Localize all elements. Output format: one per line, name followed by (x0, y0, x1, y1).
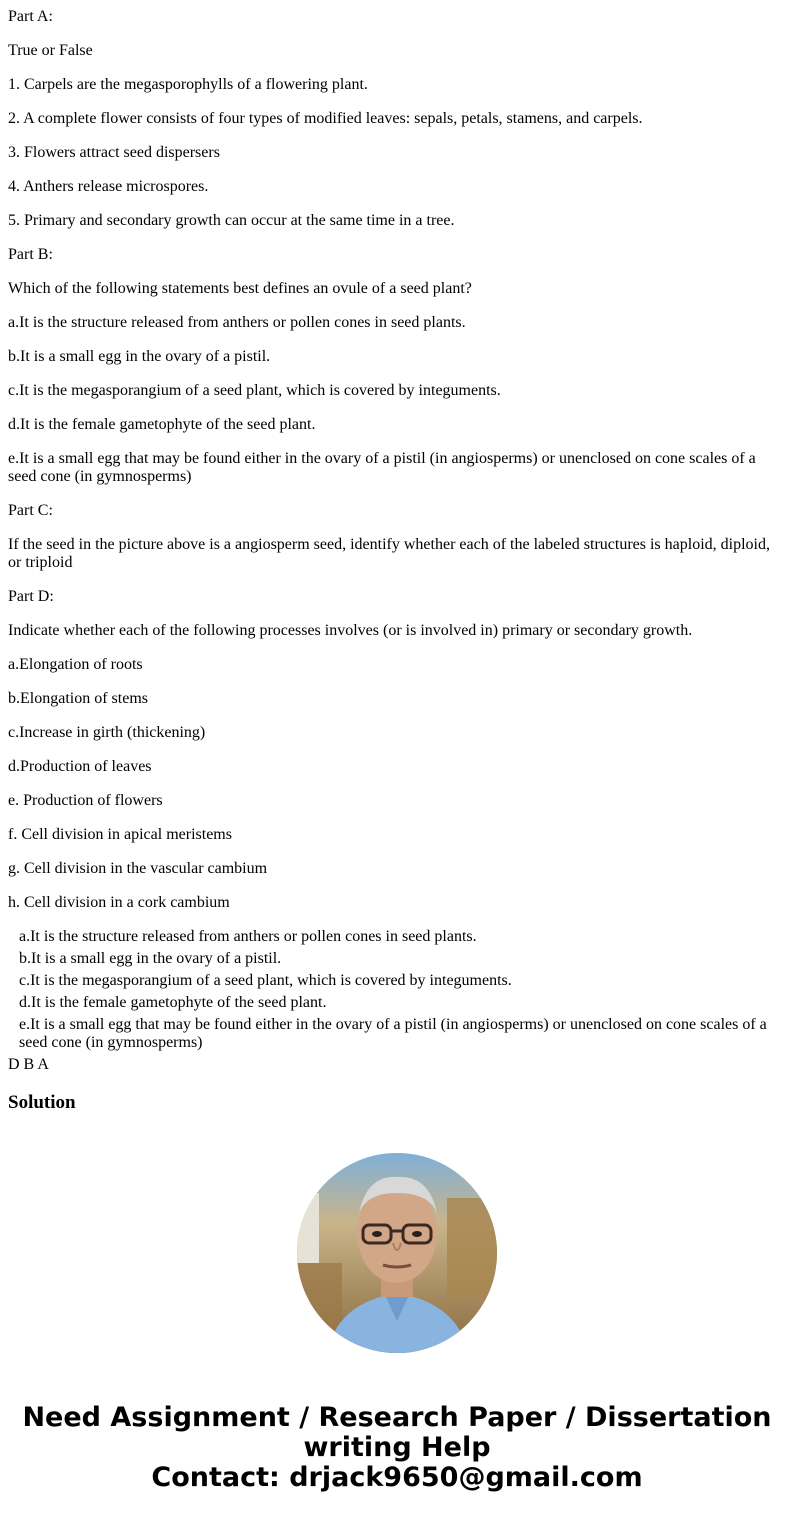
part-d-item: f. Cell division in apical meristems (8, 826, 232, 843)
avatar-portrait-image (297, 1153, 497, 1353)
part-a-item: 3. Flowers attract seed dispersers (8, 144, 220, 161)
answer-text: D B A (8, 1056, 49, 1073)
part-a-item: 4. Anthers release microspores. (8, 178, 209, 195)
author-avatar (297, 1153, 497, 1353)
part-a-item: 1. Carpels are the megasporophylls of a flowering plant. (8, 76, 368, 93)
list-item: b.It is a small egg in the ovary of a pistil. (19, 950, 282, 967)
part-a-subheading: True or False (8, 42, 93, 59)
part-d-heading: Part D: (8, 588, 54, 605)
list-item: d.It is the female gametophyte of the seed plant. (19, 994, 327, 1011)
part-d-item: a.Elongation of roots (8, 656, 143, 673)
part-b-option: d.It is the female gametophyte of the seed plant. (8, 416, 316, 433)
part-b-option: e.It is a small egg that may be found either in the ovary of a pistil (in angiosperms) or unenclosed on cone scales of a seed cone (in gymnosperms) (8, 450, 756, 485)
list-item: e.It is a small egg that may be found either in the ovary of a pistil (in angiosperms) or unenclosed on cone scales of a seed cone (in gymnosperms) (19, 1016, 767, 1051)
promo-banner (8, 1403, 786, 1493)
part-a-item: 5. Primary and secondary growth can occur at the same time in a tree. (8, 212, 455, 229)
part-b-heading: Part B: (8, 246, 53, 263)
list-item: c.It is the megasporangium of a seed plant, which is covered by integuments. (19, 972, 512, 989)
repeat-options-list (19, 928, 786, 1052)
part-d-item: d.Production of leaves (8, 758, 152, 775)
part-b-question: Which of the following statements best defines an ovule of a seed plant? (8, 280, 472, 297)
part-d-item: c.Increase in girth (thickening) (8, 724, 206, 741)
part-d-item: h. Cell division in a cork cambium (8, 894, 230, 911)
part-a-item: 2. A complete flower consists of four types of modified leaves: sepals, petals, stamens, and carpels. (8, 110, 643, 127)
promo-contact: Contact: drjack9650@gmail.com (151, 1462, 643, 1493)
promo-line: Need Assignment / Research Paper / Dissertation (22, 1402, 772, 1433)
part-b-option: a.It is the structure released from anthers or pollen cones in seed plants. (8, 314, 466, 331)
part-c-heading: Part C: (8, 502, 53, 519)
document-body (8, 8, 786, 1114)
part-d-question: Indicate whether each of the following processes involves (or is involved in) primary or secondary growth. (8, 622, 693, 639)
part-a-heading: Part A: (8, 8, 53, 25)
promo-line: writing Help (303, 1432, 491, 1463)
part-d-item: b.Elongation of stems (8, 690, 148, 707)
avatar (297, 1153, 497, 1353)
solution-heading: Solution (8, 1092, 76, 1113)
part-b-option: c.It is the megasporangium of a seed plant, which is covered by integuments. (8, 382, 501, 399)
part-d-item: e. Production of flowers (8, 792, 163, 809)
part-b-option: b.It is a small egg in the ovary of a pistil. (8, 348, 271, 365)
list-item: a.It is the structure released from anthers or pollen cones in seed plants. (19, 928, 477, 945)
part-c-question: If the seed in the picture above is a angiosperm seed, identify whether each of the labeled structures is haploid, diploid, or triploid (8, 536, 770, 571)
part-d-item: g. Cell division in the vascular cambium (8, 860, 268, 877)
